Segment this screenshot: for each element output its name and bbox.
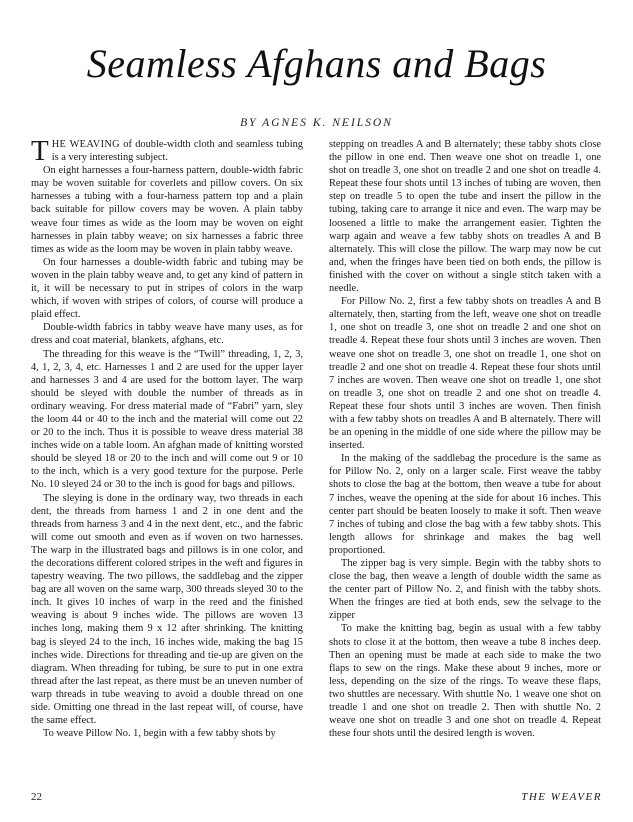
article-title: Seamless Afghans and Bags (86, 41, 547, 86)
paragraph: To make the knitting bag, begin as usual with a few tabby shots to close it at the bottom, then weave a tube 8 inches deep. Then an opening must be made at each side to make the two flaps to sew on the rings. Make these about 9 inches, more or less, depending on the size of the rings. To weave these flaps, two shuttles are necessary. With shuttle No. 1 weave one shot on treadle 1 and one shot on treadle 2. Then with shuttle No. 2 weave one shot on treadle 3 and one shot on treadle 4. Repeat these four shots until the desired length is woven. (329, 623, 601, 740)
paragraph: The threading for this weave is the “Twill” threading, 1, 2, 3, 4, 1, 2, 3, 4, etc. Harnesses 1 and 2 are used for the upper layer and harnesses 3 and 4 are used for the bottom layer. The warp should be sleyed with double the number of threads as in ordinary weaving. For dress material made of “Fabri” yarn, sley the loom 44 or 40 to the inch and the material will come out 22 or 20 to the inch. Thus it is possible to weave dress material 38 inches wide on a table loom. An afghan made of knitting worsted should be sleyed 18 or 20 to the inch and will come out 9 or 10 to the inch, which is a very good texture for the purpose. Perle No. 10 sleyed 24 or 30 to the inch is good for bags and pillows. (31, 348, 303, 491)
paragraph: Double-width fabrics in tabby weave have many uses, as for dress and coat material, blankets, afghans, etc. (31, 322, 303, 347)
opening-paragraph (31, 135, 303, 167)
right-column (329, 138, 601, 740)
opening-text: of double-width cloth and seamless tubing is a very interesting subject. (51, 139, 303, 164)
journal-name: THE WEAVER (521, 791, 602, 803)
drop-cap: T (31, 135, 49, 167)
paragraph: For Pillow No. 2, first a few tabby shots on treadles A and B alternately, then, starting from the left, weave one shot on treadle 1, one shot on treadle 3, one shot on treadle 2 and one shot on treadle 4. Repeat these four shots until 3 inches are woven. Then weave one shot on treadle 3, one shot on treadle 1, one shot on treadle 2 and one shot on treadle 4. Repeat these four shots until 7 inches are woven. Then weave one shot on treadle 1, one shot on treadle 3, one shot on treadle 2 and one shot on treadle 4. Repeat these four shots until 3 inches are woven. Then finish with a few tabby shots on treadles A and B alternately. There will be an opening in the middle of one side where the pillow may be inserted. (329, 296, 601, 452)
paragraph: The sleying is done in the ordinary way, two threads in each dent, the threads from harness 1 and 2 in one dent and the threads from harness 3 and 4 in the next dent, etc., and the fabric will come out smooth and even as if woven on two harnesses. The warp in the illustrated bags and pillows is in one color, and the decorations different colored stripes in the weft and figures in tapestry weaving. The two pillows, the saddlebag and the zipper bag are all woven on the same warp, 300 threads sleyed 30 to the inch. It gives 10 inches of warp in the reed and the finished weaving is about 9 inches wide. The pillows are woven 13 inches long, making them 9 x 12 after shrinking. The knitting bag is sleyed 24 to the inch, 16 inches wide, making the bag 15 inches wide. Directions for threading and tie-up are given on the diagram. When threading for tubing, be sure to put in one extra thread after the last repeat, as there must be an uneven number of warp threads in tube weaving to avoid a double thread on one side. Omitting one thread in the last repeat will, of course, have the same effect. (31, 492, 303, 727)
paragraph: To weave Pillow No. 1, begin with a few tabby shots by (43, 728, 276, 740)
article-byline: BY AGNES K. NEILSON (240, 117, 393, 129)
paragraph: The zipper bag is very simple. Begin with the tabby shots to close the bag, then weave a length of double width the same as the center part of Pillow No. 2, and finish with the tabby shots. When the fringes are tied at both ends, sew the selvage to the zipper (329, 558, 601, 622)
continued-paragraph: stepping on treadles A and B alternately; these tabby shots close the pillow in one end. Then weave one shot on treadle 1, one shot on treadle 3, one shot on treadle 2 and one shot on treadle 4. Repeat these four shots until 13 inches of tubing are woven, then step on treadle 5 to open the tube and insert the pillow in the tubing, taking care to arrange it nice and even. The warp may be loosened a little to make the arrangement easier. Tighten the warp again and weave a few tabby shots on treadles A and B alternately. This will close the pillow. The warp may now be cut and, when the fringes have been tied on both ends, the pillow is finished with the cover on without a single stitch taken with a needle. (329, 139, 601, 295)
page-number: 22 (31, 791, 42, 803)
paragraph: On four harnesses a double-width fabric and tubing may be woven in the plain tabby weave and, to get any kind of pattern in it, it will be necessary to put in stripes of colors in the warp which, if woven with stripes of colors, of course will produce a plaid effect. (31, 256, 303, 321)
paragraph: In the making of the saddlebag the procedure is the same as for Pillow No. 2, only on a larger scale. First weave the tabby shots to close the bag at the bottom, then weave a tube for about 7 inches, weave the opening at the side for about 16 inches. This center part should be beaten loosely to make it soft. Then weave 7 inches of tubing and close the bag with a few tabby shots. This length allows for shrinkage and makes the bag well proportioned. (329, 453, 601, 556)
paragraph: On eight harnesses a four-harness pattern, double-width fabric may be woven suitable for coverlets and pillow covers. On six harnesses a tubing with a four-harness pattern top and a plain back suitable for pillow covers may be woven. A plain tabby weave four times as wide as the loom may be woven on eight harnesses in plain tabby weave; on six harnesses a fabric three times as wide as the loom may be woven in plain tabby weave. (31, 165, 303, 255)
left-column (31, 135, 303, 740)
opening-smallcaps: HE WEAVING (51, 139, 120, 150)
